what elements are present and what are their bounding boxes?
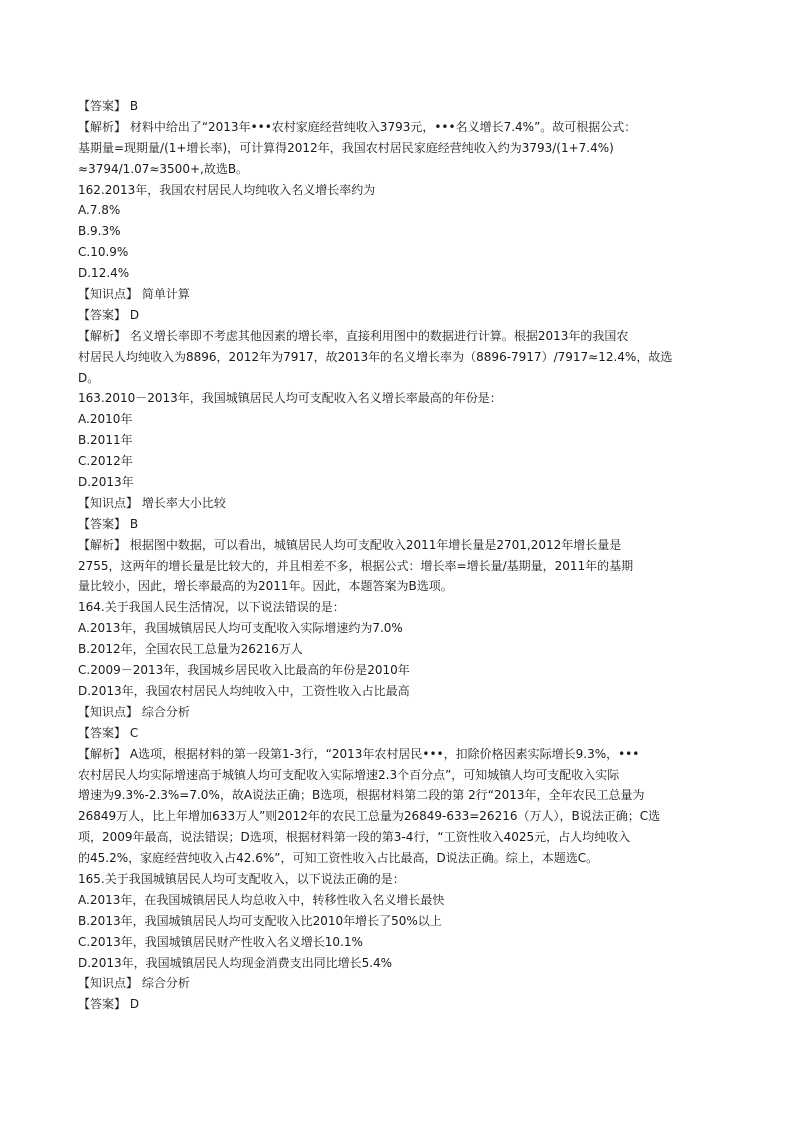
document-page (78, 96, 728, 1015)
text-line: 项，2009年最高，说法错误；D选项，根据材料第一段的第3-4行，“工资性收入4025元，占人均纯收入 (78, 830, 631, 845)
text-line: 【解析】 材料中给出了“2013年•••农村家庭经营纯收入3793元，•••名义增长7.4%”。故可根据公式： (78, 119, 637, 134)
text-line: 的45.2%，家庭经营纯收入占42.6%”，可知工资性收入占比最高，D说法正确。综上，本题选C。 (78, 851, 599, 866)
option-line: D.2013年，我国城镇居民人均现金消费支出同比增长5.4% (78, 955, 393, 970)
option-line: B.2012年，全国农民工总量为26216万人 (78, 642, 303, 657)
knowledge-point: 【知识点】 综合分析 (78, 976, 190, 991)
text-line: D。 (78, 370, 100, 385)
text-line: 【解析】 A选项，根据材料的第一段第1-3行，“2013年农村居民•••，扣除价格因素实际增长9.3%，••• (78, 746, 640, 761)
text-line: 【解析】 名义增长率即不考虑其他因素的增长率，直接利用图中的数据进行计算。根据2013年的我国农 (78, 328, 629, 343)
option-line: D.12.4% (78, 266, 130, 281)
answer-line: 【答案】 C (78, 725, 139, 740)
option-line: A.2013年，在我国城镇居民人均总收入中，转移性收入名义增长最快 (78, 892, 445, 907)
option-line: C.2012年 (78, 454, 133, 469)
knowledge-point: 【知识点】 简单计算 (78, 287, 190, 302)
answer-line: 【答案】 B (78, 516, 139, 531)
option-line: B.2011年 (78, 433, 133, 448)
option-line: D.2013年 (78, 475, 134, 490)
answer-line: 【答案】 D (78, 997, 140, 1012)
text-line: 2755，这两年的增长量是比较大的，并且相差不多，根据公式：增长率=增长量/基期量，2011年的基期 (78, 558, 634, 573)
option-line: A.2013年，我国城镇居民人均可支配收入实际增速约为7.0% (78, 621, 403, 636)
text-line: 量比较小，因此，增长率最高的为2011年。因此，本题答案为B选项。 (78, 579, 453, 594)
text-line: 【答案】 B (78, 99, 139, 113)
option-line: A.7.8% (78, 203, 121, 218)
question-stem: 163.2010－2013年，我国城镇居民人均可支配收入名义增长率最高的年份是： (78, 391, 502, 406)
question-stem: 162.2013年，我国农村居民人均纯收入名义增长率约为 (78, 182, 376, 197)
text-line: 村居民人均纯收入为8896，2012年为7917，故2013年的名义增长率为（8896-7917）/7917≈12.4%，故选 (78, 349, 673, 364)
option-line: C.2013年，我国城镇居民财产性收入名义增长10.1% (78, 934, 363, 949)
text-line: 农村居民人均实际增速高于城镇人均可支配收入实际增速2.3个百分点”，可知城镇人均可支配收入实际 (78, 767, 620, 782)
option-line: D.2013年，我国农村居民人均纯收入中，工资性收入占比最高 (78, 683, 410, 698)
option-line: B.2013年，我国城镇居民人均可支配收入比2010年增长了50%以上 (78, 913, 442, 928)
answer-line: 【答案】 D (78, 307, 140, 322)
knowledge-point: 【知识点】 综合分析 (78, 704, 190, 719)
text-line: 增速为9.3%-2.3%=7.0%，故A说法正确；B选项，根据材料第二段的第 2行“2013年，全年农民工总量为 (78, 788, 645, 803)
text-line: ≈3794/1.07≈3500+,故选B。 (78, 161, 249, 176)
text-line: 基期量=现期量/(1+增长率)，可计算得2012年，我国农村居民家庭经营纯收入约为3793/(1+7.4%) (78, 140, 614, 155)
knowledge-point: 【知识点】 增长率大小比较 (78, 495, 226, 510)
text-line: 【解析】 根据图中数据，可以看出，城镇居民人均可支配收入2011年增长量是2701,2012年增长量是 (78, 537, 622, 552)
option-line: A.2010年 (78, 412, 133, 427)
option-line: C.2009－2013年，我国城乡居民收入比最高的年份是2010年 (78, 663, 410, 678)
option-line: B.9.3% (78, 224, 121, 239)
option-line: C.10.9% (78, 245, 129, 260)
question-stem: 165.关于我国城镇居民人均可支配收入，以下说法正确的是： (78, 871, 405, 886)
question-stem: 164.关于我国人民生活情况，以下说法错误的是： (78, 600, 345, 615)
text-line: 26849万人，比上年增加633万人”则2012年的农民工总量为26849-633=26216（万人），B说法正确；C选 (78, 809, 661, 824)
